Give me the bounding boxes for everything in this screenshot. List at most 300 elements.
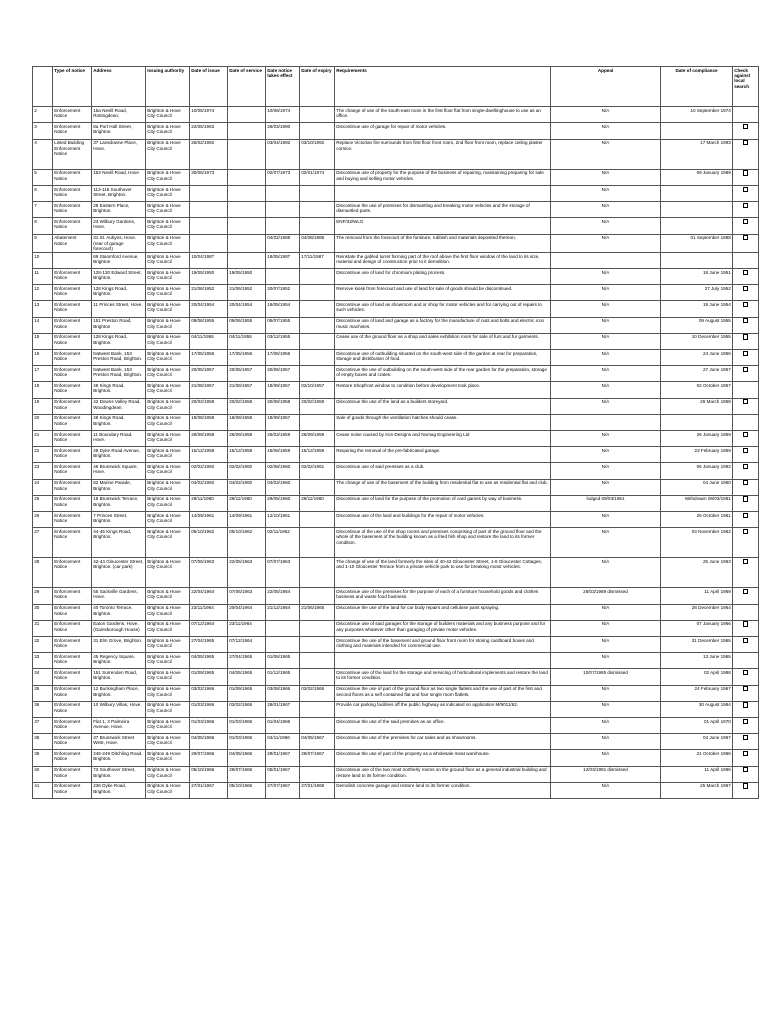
cell-check (733, 317, 759, 333)
cell-appeal: N/A (551, 317, 661, 333)
cell-appeal: N/A (551, 447, 661, 463)
cell-compliance-date: 21 October 1966 (661, 750, 733, 766)
cell-requirements: The removal from the forecourt of the furniture, rubbish and materials deposited thereon. (335, 234, 551, 252)
cell-expiry-date (300, 528, 335, 558)
table-row (33, 398, 759, 414)
checkbox-icon[interactable] (743, 464, 748, 469)
cell-expiry-date (300, 366, 335, 382)
cell-compliance-date: 24 February 1967 (661, 685, 733, 701)
cell-compliance-date: 11 April 1996 (661, 766, 733, 782)
table-row (33, 558, 759, 588)
cell-service-date: 15/12/1958 (228, 447, 266, 463)
header-expiry: Date of expiry (300, 67, 335, 107)
cell-expiry-date (300, 218, 335, 234)
cell-issue-date: 25/02/1992 (190, 139, 228, 169)
cell-appeal (551, 252, 661, 268)
cell-address: 18 Brunswick Terrace, Brighton. (92, 495, 146, 511)
cell-effect-date: 28/01/1967 (266, 701, 300, 717)
cell-address: 23 Wilbury Gardens, Hove. (92, 218, 146, 234)
checkbox-icon[interactable] (743, 638, 748, 643)
cell-issue-date: 07/12/1964 (190, 620, 228, 636)
cell-service-date: 01/03/1966 (228, 734, 266, 750)
cell-service-date: 20/05/1957 (228, 366, 266, 382)
cell-check (733, 366, 759, 382)
cell-effect-date: 02/07/1973 (266, 169, 300, 185)
cell-type: Enforcement Notice (53, 269, 92, 285)
cell-number: 30 (33, 604, 53, 620)
table-row (33, 701, 759, 717)
cell-type: Enforcement Notice (53, 701, 92, 717)
cell-type: Enforcement Notice (53, 218, 92, 234)
cell-requirements: Discontinue use of outbuilding situated on the south-west side of the garden at rear for preparation, storage and distribution of food. (335, 350, 551, 366)
cell-service-date: 19/05/1950 (228, 269, 266, 285)
cell-authority: Brighton & Hove City Council (146, 766, 190, 782)
checkbox-icon[interactable] (743, 432, 748, 437)
table-row (33, 317, 759, 333)
cell-issue-date: 05/10/1966 (190, 766, 228, 782)
cell-check (733, 301, 759, 317)
cell-check (733, 620, 759, 636)
cell-type: Enforcement Notice (53, 123, 92, 139)
cell-address: 45 Regency Square, Brighton. (92, 653, 146, 669)
cell-service-date (228, 185, 266, 201)
cell-service-date (228, 107, 266, 123)
cell-compliance-date (661, 414, 733, 430)
cell-service-date (228, 202, 266, 218)
cell-issue-date: 18/08/1958 (190, 414, 228, 430)
cell-requirements (335, 185, 551, 201)
cell-compliance-date (661, 252, 733, 268)
cell-compliance-date: 27 July 1952 (661, 285, 733, 301)
table-body (33, 107, 759, 799)
table-row (33, 479, 759, 495)
checkbox-icon[interactable] (743, 170, 748, 175)
cell-authority: Brighton & Hove City Council (146, 495, 190, 511)
cell-effect-date: 02/08/1960 (266, 463, 300, 479)
cell-effect-date: 17/06/1956 (266, 350, 300, 366)
cell-appeal: N/A (551, 139, 661, 169)
checkbox-icon[interactable] (743, 686, 748, 691)
cell-check (733, 511, 759, 527)
cell-check (733, 202, 759, 218)
cell-address: 31 St. Aubyns, Hove. (rear of garage forecourt) (92, 234, 146, 252)
cell-address: 12 Buckingham Place, Brighton. (92, 685, 146, 701)
cell-expiry-date: 02/10/1957 (300, 382, 335, 398)
cell-issue-date: 10/05/1974 (190, 107, 228, 123)
cell-type: Enforcement Notice (53, 717, 92, 733)
cell-issue-date: 07/06/1963 (190, 558, 228, 588)
cell-requirements: Demolish concrete garage and restore land to its former condition. (335, 782, 551, 798)
checkbox-icon[interactable] (743, 334, 748, 339)
cell-effect-date: 12/10/1961 (266, 511, 300, 527)
cell-compliance-date: 09 January 1989 (661, 169, 733, 185)
table-row (33, 717, 759, 733)
table-row (33, 685, 759, 701)
cell-service-date: 02/02/1960 (228, 463, 266, 479)
cell-number: 4 (33, 139, 53, 169)
cell-expiry-date (300, 766, 335, 782)
table-row (33, 766, 759, 782)
cell-check (733, 701, 759, 717)
cell-authority: Brighton & Hove City Council (146, 558, 190, 588)
checkbox-icon[interactable] (743, 286, 748, 291)
cell-service-date: 01/09/1965 (228, 685, 266, 701)
cell-type: Enforcement Notice (53, 558, 92, 588)
cell-requirements: Discontinue use of property for the purpose of the business of repairing, maintaining preparing for sale and buying and selling motor vehicles. (335, 169, 551, 185)
cell-effect-date: 27/07/1967 (266, 782, 300, 798)
cell-expiry-date: 29/11/1960 (300, 495, 335, 511)
cell-type: Enforcement Notice (53, 202, 92, 218)
header-type: Type of notice (53, 67, 92, 107)
cell-requirements: Provide car parking facilities off the public highway as indicated on application M/9011/62. (335, 701, 551, 717)
cell-type: Listed Building Enforcement Notice (53, 139, 92, 169)
cell-type: Enforcement Notice (53, 447, 92, 463)
cell-authority: Brighton & Hove City Council (146, 463, 190, 479)
checkbox-icon[interactable] (743, 203, 748, 208)
cell-address: 69 Stanmford Avenue, Brighton (92, 252, 146, 268)
cell-effect-date (266, 269, 300, 285)
cell-number: 5 (33, 169, 53, 185)
cell-check (733, 766, 759, 782)
cell-effect-date: 01/06/1965 (266, 653, 300, 669)
cell-issue-date: 17/05/1956 (190, 350, 228, 366)
checkbox-icon[interactable] (743, 513, 748, 518)
cell-address: Natwest Bank, 153 Preston Road, Brighton. (92, 350, 146, 366)
checkbox-icon[interactable] (743, 399, 748, 404)
cell-appeal: N/A (551, 333, 661, 349)
cell-check (733, 637, 759, 653)
checkbox-icon[interactable] (743, 751, 748, 756)
cell-type: Enforcement Notice (53, 653, 92, 669)
cell-expiry-date (300, 511, 335, 527)
cell-address: 7 Princes Street, Brighton. (92, 511, 146, 527)
checkbox-icon[interactable] (743, 270, 748, 275)
cell-authority: Brighton & Hove City Council (146, 637, 190, 653)
cell-effect-date: 04/02/1985 (266, 234, 300, 252)
cell-authority: Brighton & Hove City Council (146, 398, 190, 414)
cell-compliance-date: 10 September 1974 (661, 107, 733, 123)
cell-address: 82 Marine Parade, Brighton. (92, 479, 146, 495)
cell-address: 42 Downs Valley Road, Woodingdean. (92, 398, 146, 414)
cell-issue-date: 04/05/1965 (190, 653, 228, 669)
cell-issue-date: 20/05/1957 (190, 366, 228, 382)
cell-expiry-date: 02/02/1961 (300, 463, 335, 479)
cell-type: Enforcement Notice (53, 463, 92, 479)
cell-issue-date: 04/05/1966 (190, 734, 228, 750)
cell-issue-date: 27/04/1965 (190, 637, 228, 653)
checkbox-icon[interactable] (743, 219, 748, 224)
cell-expiry-date (300, 479, 335, 495)
cell-compliance-date (661, 202, 733, 218)
cell-requirements: Replace Victorian fire surrounds from first floor front room, 2nd floor front room, replace ceiling plaster cornice. (335, 139, 551, 169)
cell-authority: Brighton & Hove City Council (146, 185, 190, 201)
cell-issue-date: 30/05/1973 (190, 169, 228, 185)
cell-authority: Brighton & Hove City Council (146, 317, 190, 333)
cell-expiry-date (300, 185, 335, 201)
cell-number: 9 (33, 234, 53, 252)
cell-appeal: N/A (551, 234, 661, 252)
cell-requirements: Discontinue use of the land and buildings for the repair of motor vehicles. (335, 511, 551, 527)
cell-authority: Brighton & Hove City Council (146, 382, 190, 398)
checkbox-icon[interactable] (743, 670, 748, 675)
cell-number: 28 (33, 558, 53, 588)
cell-type: Enforcement Notice (53, 588, 92, 604)
checkbox-icon[interactable] (743, 783, 748, 788)
cell-address: 113-116 Southover Street, Brighton. (92, 185, 146, 201)
cell-issue-date: 26/09/1958 (190, 430, 228, 446)
cell-type: Enforcement Notice (53, 185, 92, 201)
cell-expiry-date: 15/12/1959 (300, 447, 335, 463)
cell-issue-date: 05/10/1962 (190, 528, 228, 558)
header-authority: Issuing authority (146, 67, 190, 107)
cell-expiry-date (300, 269, 335, 285)
cell-number: 34 (33, 669, 53, 685)
cell-appeal: N/A (551, 169, 661, 185)
cell-address: 236 Dyke Road, Brighton. (92, 782, 146, 798)
cell-appeal: N/A (551, 301, 661, 317)
cell-expiry-date (300, 620, 335, 636)
cell-number: 3 (33, 123, 53, 139)
cell-authority: Brighton & Hove City Council (146, 782, 190, 798)
cell-address: 44-45 Kings Road, Brighton. (92, 528, 146, 558)
table-row (33, 185, 759, 201)
cell-address: Flat 1, 3 Palmeira Avenue, Hove. (92, 717, 146, 733)
table-row (33, 653, 759, 669)
cell-requirements: Discontinue the use of part of the ground floor as two single flatlets and the use of part of the first and second floors as a self contained flat and four single room flatlets. (335, 685, 551, 701)
checkbox-icon[interactable] (743, 367, 748, 372)
table-row (33, 430, 759, 446)
checkbox-icon[interactable] (743, 318, 748, 323)
table-row (33, 139, 759, 169)
cell-service-date: 21/08/1957 (228, 382, 266, 398)
cell-check (733, 333, 759, 349)
cell-compliance-date: 06 January 1992 (661, 463, 733, 479)
table-row (33, 218, 759, 234)
cell-type: Enforcement Notice (53, 350, 92, 366)
checkbox-icon[interactable] (743, 621, 748, 626)
cell-compliance-date: 30 August 1994 (661, 701, 733, 717)
cell-check (733, 185, 759, 201)
cell-number: 36 (33, 701, 53, 717)
checkbox-icon[interactable] (743, 735, 748, 740)
cell-requirements: Discontinue the use of part of the property as a wholesale meat warehouse. (335, 750, 551, 766)
table-row (33, 620, 759, 636)
cell-requirements: The change of use of the land formerly the sites of 40-42 Gloucester Street, 1-8 Gloucester Cottages, and 1-10 Gloucester Terrace from a private vehicle park to use for breaking motor vehicles. (335, 558, 551, 588)
cell-expiry-date (300, 414, 335, 430)
enforcement-notices-sheet (32, 66, 758, 799)
cell-number: 10 (33, 252, 53, 268)
cell-issue-date: 15/12/1958 (190, 447, 228, 463)
cell-issue-date: 20/02/1958 (190, 398, 228, 414)
cell-number: 27 (33, 528, 53, 558)
cell-number: 31 (33, 620, 53, 636)
cell-authority: Brighton & Hove City Council (146, 511, 190, 527)
cell-check (733, 558, 759, 588)
table-row (33, 234, 759, 252)
cell-appeal: N/A (551, 123, 661, 139)
cell-expiry-date: 03/10/1992 (300, 139, 335, 169)
checkbox-icon[interactable] (743, 480, 748, 485)
cell-check (733, 123, 759, 139)
checkbox-icon[interactable] (743, 529, 748, 534)
cell-requirements: Discontinue use of the premises for the purpose of each of a furniture household goods and clothes business and waste food business. (335, 588, 551, 604)
table-row (33, 463, 759, 479)
cell-compliance-date (661, 218, 733, 234)
cell-number: 7 (33, 202, 53, 218)
cell-issue-date: 01/09/1965 (190, 669, 228, 685)
cell-address: 11 Princes Street, Hove. (92, 301, 146, 317)
cell-requirements: Discontinue use of land for the purpose of the promotion of card games by way of business. (335, 495, 551, 511)
checkbox-icon[interactable] (743, 589, 748, 594)
cell-appeal: N/A (551, 782, 661, 798)
cell-service-date: 21/06/1952 (228, 285, 266, 301)
cell-service-date: 03/02/1966 (228, 701, 266, 717)
cell-authority: Brighton & Hove City Council (146, 528, 190, 558)
cell-appeal: N/A (551, 269, 661, 285)
cell-compliance-date (661, 123, 733, 139)
cell-compliance-date: 23 February 1959 (661, 447, 733, 463)
cell-requirements: Discontinue use of said garages for the storage of builders materials and any business purpose and for any purposes whatever other than garaging of private motor vehicles. (335, 620, 551, 636)
cell-number: 32 (33, 637, 53, 653)
cell-type: Enforcement Notice (53, 620, 92, 636)
checkbox-icon[interactable] (743, 187, 748, 192)
cell-number: 33 (33, 653, 53, 669)
cell-expiry-date: 26/09/1959 (300, 430, 335, 446)
cell-appeal: N/A (551, 398, 661, 414)
cell-address: 55 Sackville Gardens, Hove. (92, 588, 146, 604)
cell-expiry-date (300, 350, 335, 366)
cell-address: Natwest Bank, 153 Preston Road, Brighton. (92, 366, 146, 382)
table-row (33, 252, 759, 268)
cell-effect-date: 15/06/1959 (266, 447, 300, 463)
cell-effect-date: 18/09/1957 (266, 382, 300, 398)
cell-check (733, 107, 759, 123)
cell-requirements: Restore Shopfront window to condition before development took place. (335, 382, 551, 398)
checkbox-icon[interactable] (743, 702, 748, 707)
cell-service-date: 05/10/1962 (228, 528, 266, 558)
cell-service-date: 20/02/1958 (228, 398, 266, 414)
cell-issue-date: 02/02/1960 (190, 463, 228, 479)
cell-effect-date: 26/03/1990 (266, 123, 300, 139)
checkbox-icon[interactable] (743, 351, 748, 356)
cell-issue-date: 19/05/1950 (190, 269, 228, 285)
cell-compliance-date: 11 April 1969 (661, 588, 733, 604)
cell-appeal (551, 414, 661, 430)
checkbox-icon[interactable] (743, 719, 748, 724)
cell-compliance-date: 26 January 1959 (661, 430, 733, 446)
checkbox-icon[interactable] (743, 767, 748, 772)
cell-service-date: 29/11/1960 (228, 495, 266, 511)
cell-type: Enforcement Notice (53, 382, 92, 398)
cell-type: Enforcement Notice (53, 750, 92, 766)
cell-type: Enforcement Notice (53, 637, 92, 653)
checkbox-icon[interactable] (743, 496, 748, 501)
cell-number: 2 (33, 107, 53, 123)
cell-effect-date (266, 185, 300, 201)
checkbox-icon[interactable] (743, 448, 748, 453)
cell-requirements: Reinstate the gabled turret forming part of the roof above the first floor window of the land to its size, material and design of construction prior to it demolition. (335, 252, 551, 268)
cell-address: 151 Surrenden Road, Brighton. (92, 669, 146, 685)
cell-expiry-date (300, 123, 335, 139)
cell-effect-date: 07/07/1963 (266, 558, 300, 588)
cell-requirements: Discontinue use of land and garage as a factory for the manufacture of nuts and bolts and electric icon music machines. (335, 317, 551, 333)
cell-address: 128-130 Edward Street, Brighton. (92, 269, 146, 285)
cell-number: 24 (33, 479, 53, 495)
cell-service-date: 09/06/1955 (228, 317, 266, 333)
cell-type: Enforcement Notice (53, 430, 92, 446)
cell-appeal: N/A (551, 528, 661, 558)
cell-expiry-date: 29/07/1967 (300, 750, 335, 766)
table-row (33, 495, 759, 511)
cell-type: Enforcement Notice (53, 398, 92, 414)
checkbox-icon[interactable] (743, 559, 748, 564)
cell-compliance-date: 13 June 1965 (661, 653, 733, 669)
cell-appeal: N/A (551, 701, 661, 717)
cell-authority: Brighton & Hove City Council (146, 653, 190, 669)
cell-address: 153 Nevill Road, Hove (92, 169, 146, 185)
cell-address: Eaton Gardens, Hove. (Gainsborough House) (92, 620, 146, 636)
cell-type (53, 252, 92, 268)
cell-issue-date: 22/05/1963 (190, 123, 228, 139)
cell-appeal: N/A (551, 734, 661, 750)
cell-compliance-date: 19 June 1954 (661, 301, 733, 317)
cell-number: 29 (33, 588, 53, 604)
cell-issue-date (190, 218, 228, 234)
cell-service-date: 07/12/1964 (228, 637, 266, 653)
cell-expiry-date (300, 301, 335, 317)
cell-number: 6 (33, 185, 53, 201)
cell-authority: Brighton & Hove City Council (146, 717, 190, 733)
cell-compliance-date: 04 June 1967 (661, 734, 733, 750)
cell-address: 46 Brunswick Square, Hove. (92, 463, 146, 479)
cell-issue-date: 27/01/1967 (190, 782, 228, 798)
table-row (33, 750, 759, 766)
cell-requirements: Discontinue the use of the premises for car sales and as showrooms. (335, 734, 551, 750)
table-row (33, 447, 759, 463)
header-num (33, 67, 53, 107)
cell-compliance-date: 26 March 1958 (661, 398, 733, 414)
cell-appeal: N/A (551, 511, 661, 527)
cell-issue-date: 20/04/1954 (190, 301, 228, 317)
cell-type: Enforcement Notice (53, 414, 92, 430)
cell-authority: Brighton & Hove City Council (146, 218, 190, 234)
cell-address: 15a Nevill Road, Rottingdean, (92, 107, 146, 123)
cell-check (733, 269, 759, 285)
table-row (33, 734, 759, 750)
table-row (33, 107, 759, 123)
cell-authority: Brighton & Hove City Council (146, 414, 190, 430)
checkbox-icon[interactable] (743, 235, 748, 240)
cell-effect-date: 03/04/1992 (266, 139, 300, 169)
cell-type: Enforcement Notice (53, 685, 92, 701)
cell-number: 41 (33, 782, 53, 798)
cell-authority: Brighton & Hove City Council (146, 366, 190, 382)
cell-expiry-date (300, 107, 335, 123)
cell-appeal: N/A (551, 107, 661, 123)
cell-service-date: 18/08/1958 (228, 414, 266, 430)
cell-authority: Brighton & Hove City Council (146, 285, 190, 301)
cell-appeal: N/A (551, 685, 661, 701)
checkbox-icon[interactable] (743, 124, 748, 129)
cell-issue-date: 23/11/1964 (190, 604, 228, 620)
cell-effect-date: 04/03/1960 (266, 479, 300, 495)
cell-expiry-date (300, 588, 335, 604)
checkbox-icon[interactable] (743, 140, 748, 145)
cell-expiry-date (300, 653, 335, 669)
cell-issue-date: 01/03/1966 (190, 717, 228, 733)
checkbox-icon[interactable] (743, 302, 748, 307)
cell-authority: Brighton & Hove City Council (146, 107, 190, 123)
